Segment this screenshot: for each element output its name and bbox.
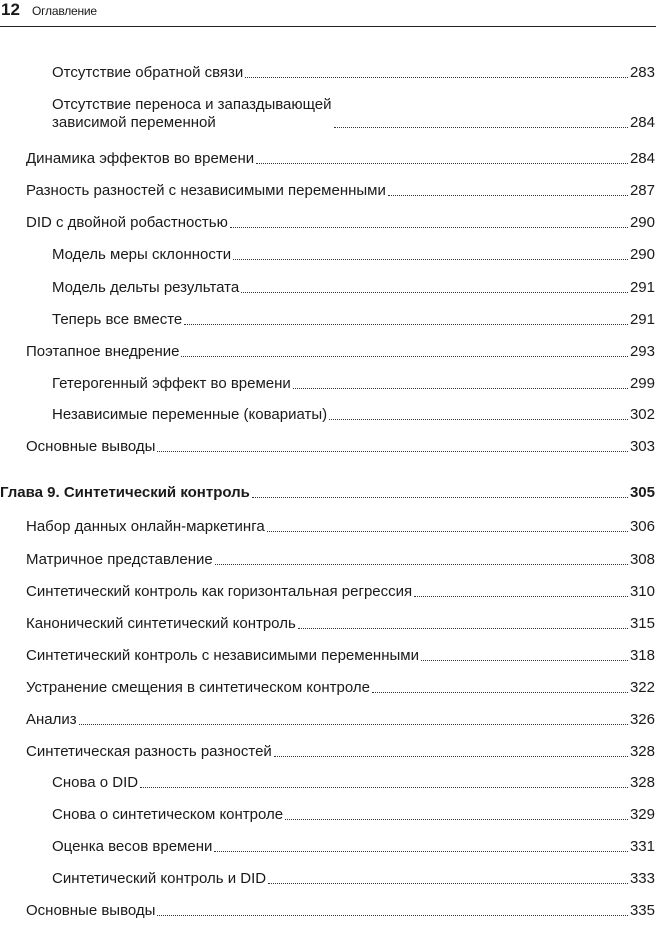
toc-entry[interactable]	[0, 711, 655, 729]
dot-leader	[421, 660, 628, 661]
toc-entry-page: 303	[629, 438, 655, 455]
toc-entry[interactable]	[0, 150, 655, 168]
toc-entry-page: 290	[629, 214, 655, 231]
toc-entry[interactable]	[0, 838, 655, 856]
toc-entry-title: Набор данных онлайн-маркетинга	[26, 518, 265, 535]
dot-leader	[245, 77, 628, 78]
toc-entry[interactable]	[0, 647, 655, 665]
dot-leader	[334, 127, 628, 128]
dot-leader	[181, 356, 628, 357]
toc-entry-page: 306	[629, 518, 655, 535]
toc-entry-title: Анализ	[26, 711, 77, 728]
dot-leader	[241, 292, 628, 293]
dot-leader	[414, 596, 628, 597]
toc-chapter-title: Глава 9. Синтетический контроль	[0, 484, 250, 501]
toc-entry-title: Динамика эффектов во времени	[26, 150, 255, 167]
toc-entry[interactable]	[0, 679, 655, 697]
page-number: 12	[1, 0, 20, 19]
dot-leader	[293, 388, 628, 389]
toc-entry-page: 283	[629, 64, 655, 81]
toc-entry-page: 302	[629, 406, 655, 423]
toc-entry[interactable]	[0, 438, 655, 456]
toc-entry-title-line1: Отсутствие переноса и запаздывающей	[52, 96, 332, 113]
toc-entry[interactable]	[0, 902, 655, 920]
toc-entry-title: Основные выводы	[26, 902, 156, 919]
toc-entry-page: 331	[629, 838, 655, 855]
toc-entry-title: Модель меры склонности	[52, 246, 232, 263]
toc-entry-page: 335	[629, 902, 655, 919]
toc-entry-page: 333	[629, 870, 655, 887]
toc-entry-title: Основные выводы	[26, 438, 156, 455]
dot-leader	[274, 756, 628, 757]
dot-leader	[268, 883, 628, 884]
dot-leader	[157, 451, 628, 452]
dot-leader	[215, 564, 628, 565]
dot-leader	[79, 724, 628, 725]
toc-entry-page: 318	[629, 647, 655, 664]
toc-entry-page: 284	[629, 150, 655, 167]
toc-entry-title: Отсутствие обратной связи	[52, 64, 244, 81]
toc-entry-title: Синтетический контроль с независимыми переменными	[26, 647, 419, 664]
toc-entry-page: 291	[629, 311, 655, 328]
toc-entry-title	[52, 96, 332, 132]
dot-leader	[329, 419, 628, 420]
toc-entry-page: 322	[629, 679, 655, 696]
toc-entry-title: Матричное представление	[26, 551, 213, 568]
toc-entry[interactable]	[0, 551, 655, 569]
toc-entry-title: Снова о DID	[52, 774, 139, 791]
toc-entry-page: 299	[629, 375, 655, 392]
toc-entry-page: 328	[629, 774, 655, 791]
toc-entry-page: 290	[629, 246, 655, 263]
toc-entry[interactable]	[0, 96, 655, 132]
toc-entry-title: Теперь все вместе	[52, 311, 183, 328]
toc-entry[interactable]	[0, 279, 655, 297]
toc-entry-page: 326	[629, 711, 655, 728]
toc-entry-title: Поэтапное внедрение	[26, 343, 180, 360]
toc-entry[interactable]	[0, 774, 655, 792]
toc-chapter-page: 305	[629, 484, 655, 501]
toc-entry-page: 293	[629, 343, 655, 360]
toc-entry[interactable]	[0, 182, 655, 200]
toc-entry[interactable]	[0, 214, 655, 232]
toc-entry-title: Устранение смещения в синтетическом контроле	[26, 679, 370, 696]
dot-leader	[140, 787, 628, 788]
toc-entry-title: Гетерогенный эффект во времени	[52, 375, 291, 392]
dot-leader	[184, 324, 628, 325]
toc-entry-page: 287	[629, 182, 655, 199]
toc-entry-page: 315	[629, 615, 655, 632]
toc-entry-title: Синтетический контроль как горизонтальная регрессия	[26, 583, 413, 600]
toc-entry-title: Синтетический контроль и DID	[52, 870, 267, 887]
toc-entry[interactable]	[0, 583, 655, 601]
toc-entry-page: 291	[629, 279, 655, 296]
toc-entry-title: Синтетическая разность разностей	[26, 743, 272, 760]
dot-leader	[252, 497, 628, 498]
toc-entry-title: Модель дельты результата	[52, 279, 240, 296]
toc-entry[interactable]	[0, 375, 655, 393]
dot-leader	[256, 163, 628, 164]
toc-entry-page: 310	[629, 583, 655, 600]
toc-entry[interactable]	[0, 64, 655, 82]
toc-entry-title: DID с двойной робастностью	[26, 214, 228, 231]
toc-chapter-entry[interactable]	[0, 484, 655, 502]
toc-entry[interactable]	[0, 406, 655, 424]
toc-entry-page: 284	[629, 114, 655, 131]
dot-leader	[214, 851, 628, 852]
toc-entry[interactable]	[0, 311, 655, 329]
dot-leader	[388, 195, 628, 196]
toc-entry[interactable]	[0, 518, 655, 536]
toc-entry-page: 308	[629, 551, 655, 568]
toc-entry-title: Канонический синтетический контроль	[26, 615, 296, 632]
toc-entry-title: Независимые переменные (ковариаты)	[52, 406, 328, 423]
dot-leader	[157, 915, 628, 916]
toc-entry[interactable]	[0, 743, 655, 761]
toc-entry-page: 328	[629, 743, 655, 760]
toc-entry-title: Разность разностей с независимыми переменными	[26, 182, 386, 199]
toc-entry[interactable]	[0, 870, 655, 888]
toc-entry[interactable]	[0, 246, 655, 264]
dot-leader	[372, 692, 628, 693]
toc-entry[interactable]	[0, 343, 655, 361]
toc-entry[interactable]	[0, 806, 655, 824]
toc-entry-title: Снова о синтетическом контроле	[52, 806, 284, 823]
dot-leader	[285, 819, 628, 820]
dot-leader	[230, 227, 628, 228]
toc-entry-title-line2: зависимой переменной	[52, 114, 216, 131]
running-title: Оглавление	[32, 4, 97, 18]
toc-entry-title: Оценка весов времени	[52, 838, 213, 855]
dot-leader	[298, 628, 628, 629]
toc-entry[interactable]	[0, 615, 655, 633]
dot-leader	[267, 531, 628, 532]
toc-entry-page: 329	[629, 806, 655, 823]
dot-leader	[233, 259, 628, 260]
